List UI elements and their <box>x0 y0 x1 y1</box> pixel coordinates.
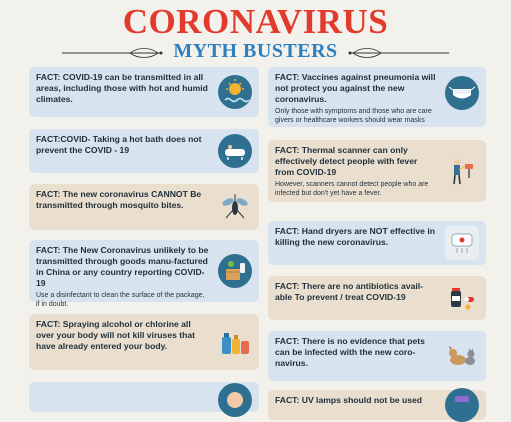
fact-text: FACT: There is no evidence that pets can be infected with the new coro-navirus. <box>275 336 425 368</box>
myth-card-uv-lamp <box>268 390 486 420</box>
myth-card-thermal-scanner <box>268 140 486 202</box>
myth-card-antibiotics <box>268 276 486 320</box>
fact-text: FACT: Vaccines against pneumonia will not protect you against the new coronavirus. <box>275 72 436 104</box>
right-flourish-ornament <box>346 46 451 60</box>
note-text: Only those with symptoms and those who are care givers or healthcare workers should wear masks <box>275 108 432 124</box>
myth-card-hand-dryer <box>268 221 486 265</box>
fact-text: FACT: UV lamps should not be used <box>275 395 423 405</box>
fact-text: FACT: The New Coronavirus unlikely to be transmitted through goods manu-factured in China or any country reporting COVID-19 <box>36 245 209 288</box>
spray-bottles-icon <box>218 325 252 359</box>
fact-text: FACT: There are no antibiotics avail-able To prevent / treat COVID-19 <box>275 281 424 302</box>
face-mask-icon <box>445 76 479 110</box>
hand-dryer-icon <box>445 226 479 260</box>
pets-icon <box>445 339 479 373</box>
fact-text: FACT: Hand dryers are NOT effective in killing the new coronavirus. <box>275 226 435 247</box>
myth-card-climate <box>29 67 259 117</box>
sun-water-icon <box>218 75 252 109</box>
myth-card-goods <box>29 240 259 308</box>
note-text: However, scanners cannot detect people who are infected but don't yet have a fever. <box>275 181 429 197</box>
fact-text: FACT:COVID- Taking a hot bath does not prevent the COVID - 19 <box>36 134 202 155</box>
hands-icon <box>218 383 252 417</box>
bathtub-icon <box>218 134 252 168</box>
myth-card-pneumonia-vaccine <box>268 67 486 127</box>
mosquito-icon <box>218 190 252 224</box>
fact-text: FACT: COVID-19 can be transmitted in all areas, including those with hot and humid climates. <box>36 72 208 104</box>
uv-lamp-icon <box>445 388 479 422</box>
pills-icon <box>445 281 479 315</box>
myth-card-pets <box>268 331 486 381</box>
myth-card-mosquito <box>29 184 259 230</box>
fact-text: FACT: Thermal scanner can only effectively detect people with fever from COVID-19 <box>275 145 418 177</box>
note-text: Use a disinfectant to clean the surface of the package, if in doubt. <box>36 292 205 308</box>
fact-text: FACT: Spraying alcohol or chlorine all over your body will not kill viruses that have already entered your body. <box>36 319 196 351</box>
myth-card-alcohol-spray <box>29 314 259 370</box>
thermal-scanner-icon <box>445 154 479 188</box>
page-title: CORONAVIRUS <box>122 2 389 41</box>
myth-card-partial <box>29 382 259 412</box>
page-subtitle: MYTH BUSTERS <box>173 40 338 62</box>
fact-text: FACT: The new coronavirus CANNOT Be transmitted through mosquito bites. <box>36 189 202 210</box>
myth-card-hot-bath <box>29 129 259 173</box>
package-spray-icon <box>218 254 252 288</box>
